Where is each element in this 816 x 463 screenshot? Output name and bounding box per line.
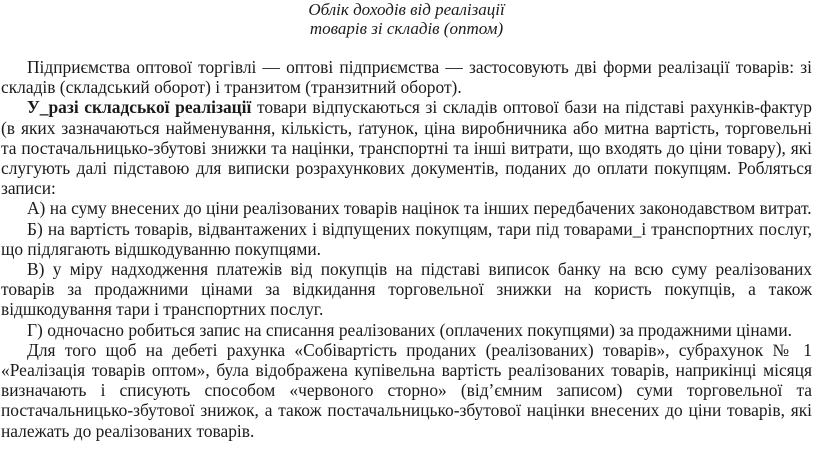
list-item-c: В) у міру надходження платежів від покупців на підставі виписок банку на всю суму реалізованих товарів за продажними цінами за відкидання торговельної знижки на користь покупців, а також відшкодування тари і транспортних послуг. (1, 259, 812, 320)
list-item-d: Г) одночасно робиться запис на списання реалізованих (оплачених покупцями) за продажними цінами. (27, 319, 793, 340)
paragraph-cost-of-sales: Для того щоб на дебеті рахунка «Собівартість проданих (реалізованих) товарів», субрахунок № 1 «Реалізація товарів оптом», була відображена купівельна вартість реалізованих товарів, наприкінці місяця визначають і списують способом «червоного сторно» (від’ємним записом) суми торговельної та постачальницько-збутової знижок, а також постачальницько-збутової націнки внесених до ціни товарів, які належать до реалізованих товарів. (1, 339, 812, 441)
list-item-b: Б) на вартість товарів, відвантажених і відпущених покупцям, тари під товарами_і транспортних послуг, що підлягають відшкодуванню покупцями. (1, 218, 812, 259)
title-line-2: товарів зі складів (оптом) (309, 19, 504, 38)
title-line-1: Облік доходів від реалізації (308, 0, 505, 19)
warehouse-sales-heading: У_разі складської реалізації (27, 97, 252, 118)
paragraph-warehouse-sales (1, 97, 812, 198)
list-item-a: А) на суму внесених до ціни реалізованих товарів націнок та інших передбачених законодавством витрат. (27, 198, 812, 219)
paragraph-intro: Підприємства оптової торгівлі — оптові підприємства — застосовують дві форми реалізації товарів: зі складів (складський оборот) і транзитом (транзитний оборот). (1, 57, 812, 98)
warehouse-sales-body: товари відпускаються зі складів оптової бази на підставі рахунків-фактур (в яких зазначаються найменування, кількість, ґатунок, ціна виробничника або митна вартість, торговельні та постачальницько-збутові знижки та націнки, транспортні та інші витрати, що входять до ціни товару), які слугують далі підставою для виписки розрахункових документів, поданих до оплати покупцям. Робляться записи: (1, 97, 812, 199)
title-block (1, 0, 812, 38)
